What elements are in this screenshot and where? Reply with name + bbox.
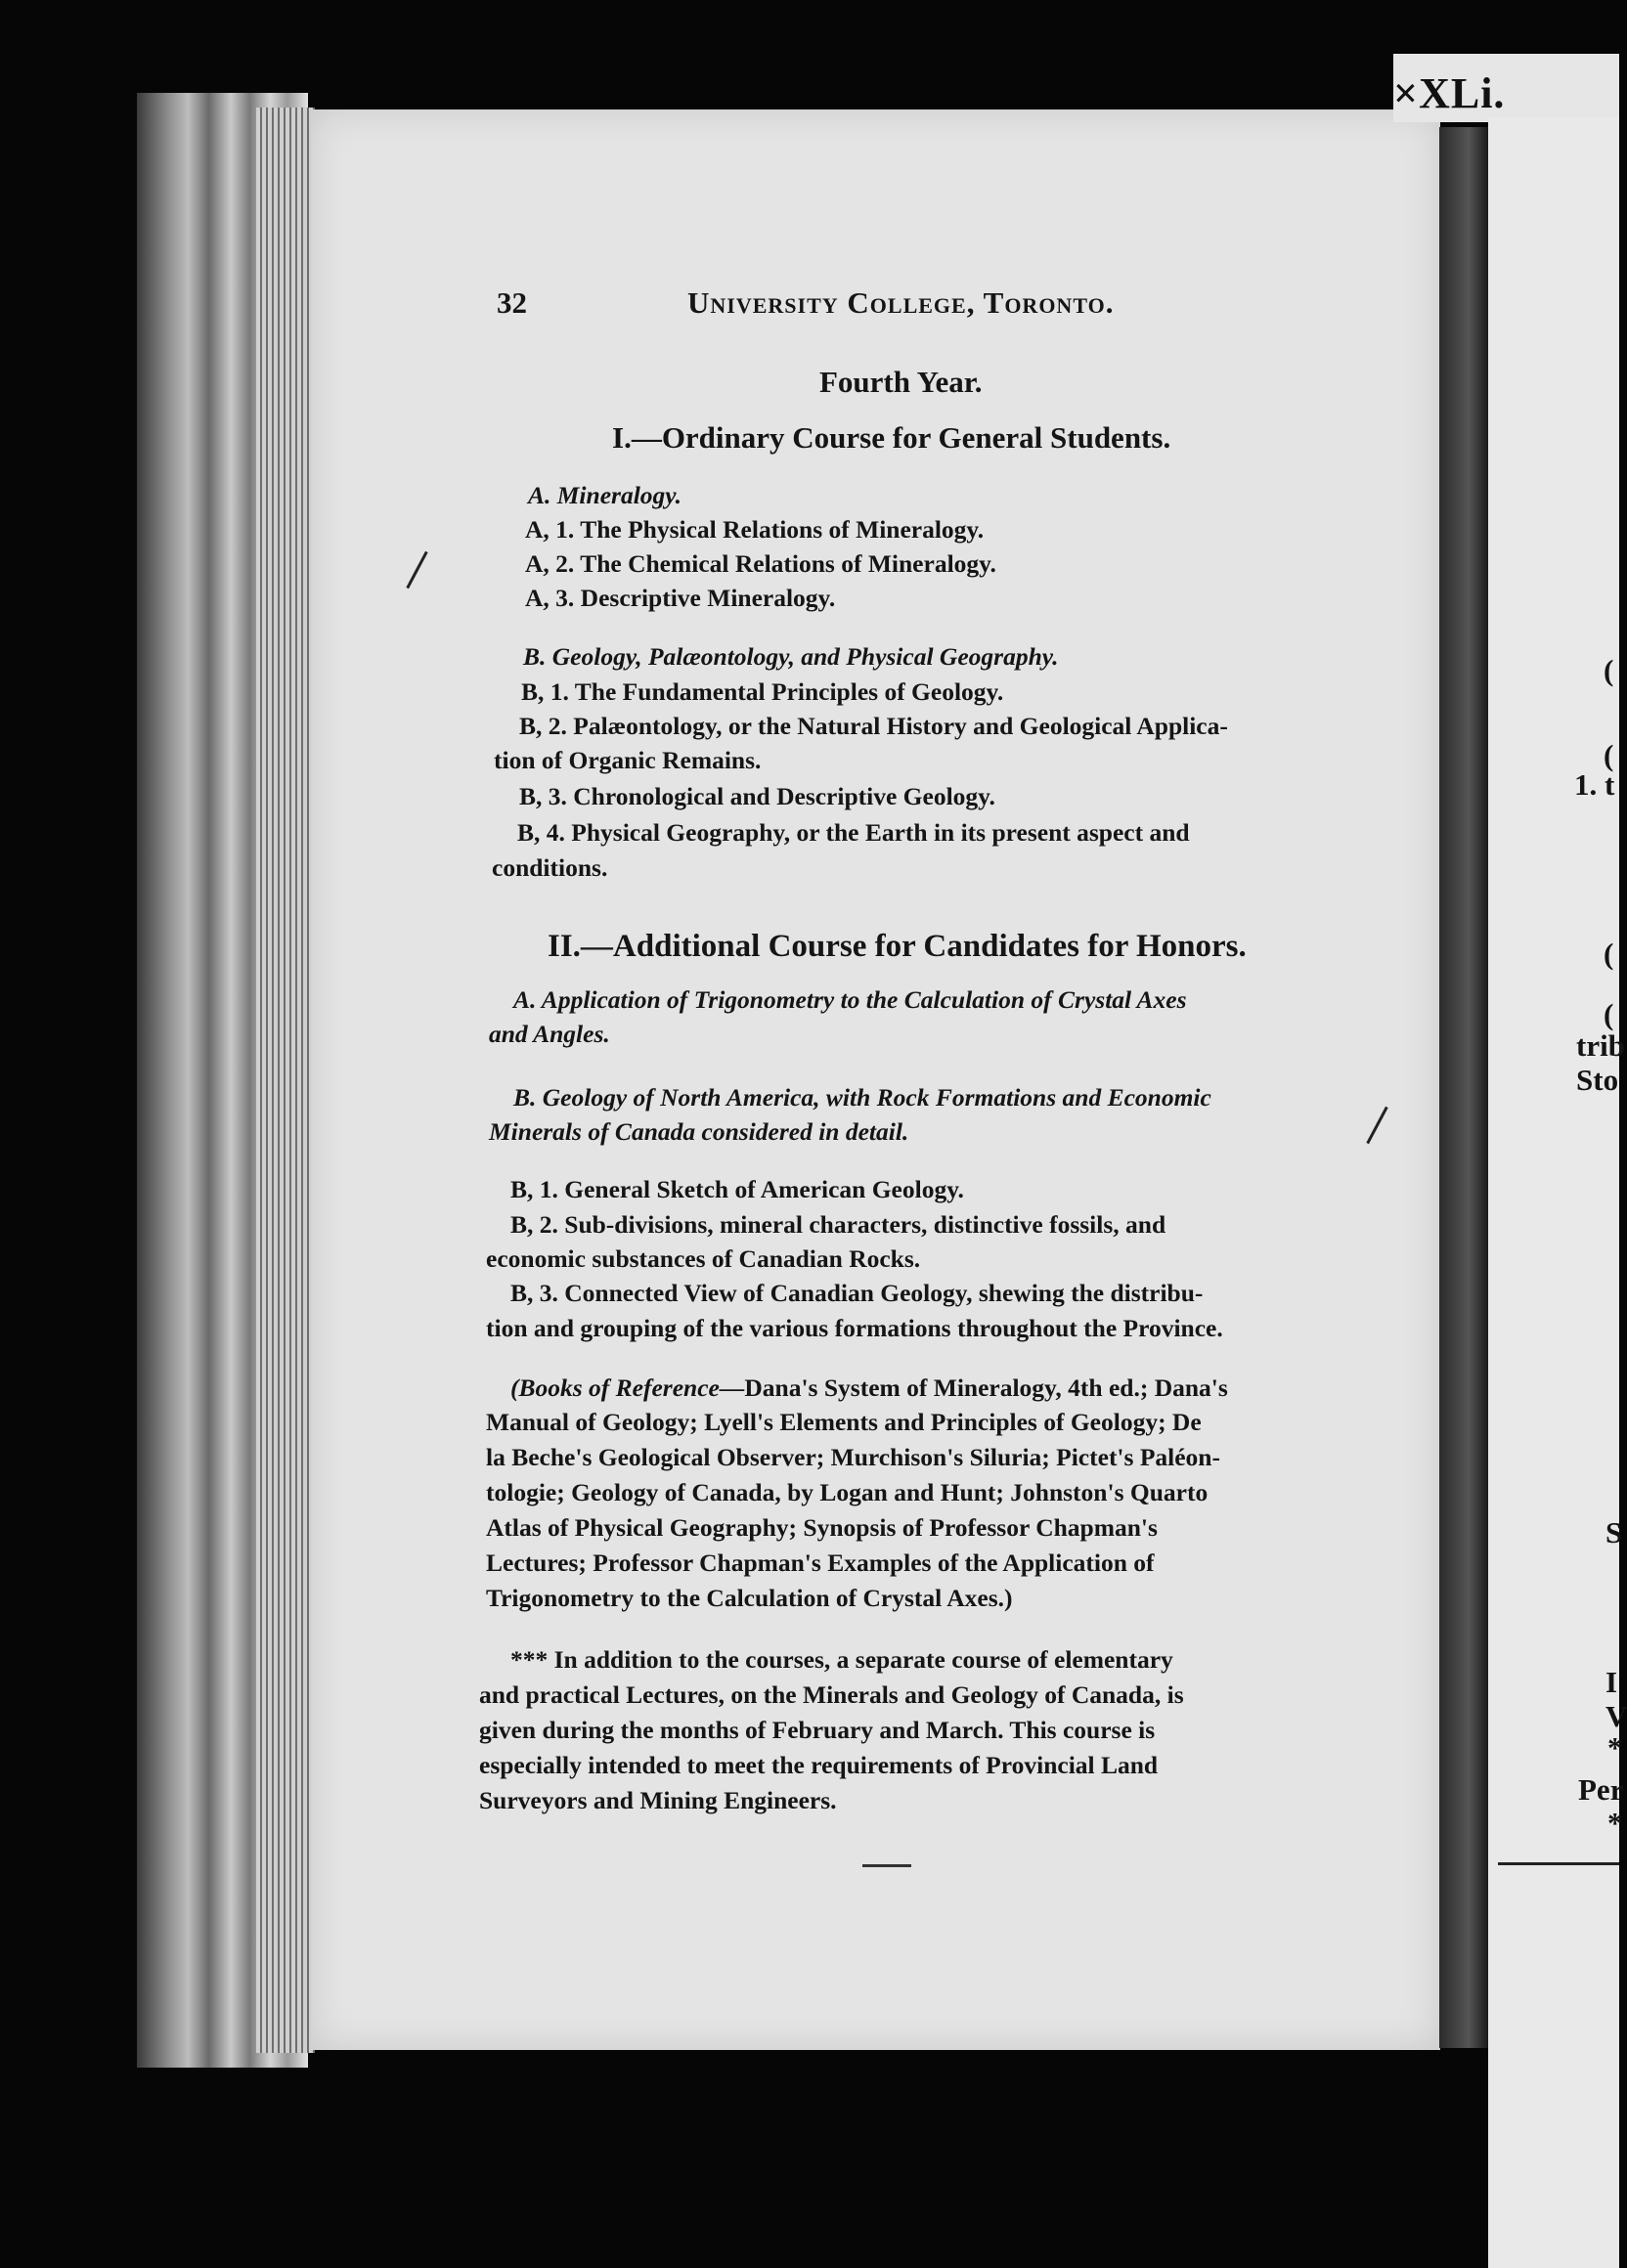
references-line: Atlas of Physical Geography; Synopsis of Professor Chapman's bbox=[486, 1513, 1158, 1542]
part-one-b-item: B, 2. Palæontology, or the Natural History and Geological Applica- bbox=[519, 712, 1228, 740]
references-line bbox=[510, 1374, 1228, 1403]
page-number: 32 bbox=[497, 285, 527, 320]
part-one-a-item: A, 1. The Physical Relations of Mineralogy. bbox=[525, 515, 985, 544]
references-line: Manual of Geology; Lyell's Elements and Principles of Geology; De bbox=[486, 1408, 1202, 1436]
part-one-a-item: A, 2. The Chemical Relations of Mineralogy. bbox=[525, 549, 996, 578]
note-line: especially intended to meet the requirements of Provincial Land bbox=[479, 1751, 1159, 1779]
part-two-b-title-cont: Minerals of Canada considered in detail. bbox=[489, 1117, 909, 1146]
neighbor-fragment: * bbox=[1607, 1806, 1623, 1840]
running-header: University College, Toronto. bbox=[687, 285, 1115, 320]
note-line: Surveyors and Mining Engineers. bbox=[479, 1786, 837, 1814]
neighbor-fragment: ( bbox=[1604, 738, 1614, 772]
end-rule bbox=[862, 1864, 911, 1867]
references-lead: (Books of Reference— bbox=[510, 1374, 745, 1402]
part-one-b-item: B, 4. Physical Geography, or the Earth in its present aspect and bbox=[517, 818, 1190, 847]
part-one-b-item: B, 3. Chronological and Descriptive Geology. bbox=[519, 782, 995, 810]
part-two-b-item: B, 2. Sub-divisions, mineral characters, distinctive fossils, and bbox=[510, 1210, 1166, 1239]
page-gutter-shadow bbox=[1439, 127, 1488, 2048]
references-line: la Beche's Geological Observer; Murchison's Siluria; Pictet's Paléon- bbox=[486, 1443, 1220, 1471]
neighbor-fragment: I bbox=[1605, 1665, 1618, 1699]
part-one-b-item-cont: tion of Organic Remains. bbox=[494, 746, 762, 774]
neighbor-rule bbox=[1498, 1862, 1619, 1865]
part-one-a-item: A, 3. Descriptive Mineralogy. bbox=[525, 584, 836, 612]
part-two-a-title-cont: and Angles. bbox=[489, 1020, 610, 1048]
neighbor-fragment: ( bbox=[1604, 997, 1614, 1031]
part-one-heading: I.—Ordinary Course for General Students. bbox=[612, 420, 1171, 455]
part-one-b-title: B. Geology, Palæontology, and Physical Geography. bbox=[523, 642, 1059, 671]
page-edges bbox=[256, 108, 315, 2053]
neighbor-fragment: V bbox=[1605, 1699, 1627, 1733]
part-one-a-title: A. Mineralogy. bbox=[528, 481, 682, 509]
neighbor-fragment: * bbox=[1607, 1730, 1623, 1765]
part-two-heading: II.—Additional Course for Candidates for Honors. bbox=[548, 929, 1247, 964]
references-text: Dana's System of Mineralogy, 4th ed.; Dana's bbox=[744, 1374, 1228, 1402]
part-two-b-title: B. Geology of North America, with Rock Formations and Economic bbox=[513, 1083, 1211, 1112]
part-one-b-item: B, 1. The Fundamental Principles of Geology. bbox=[521, 677, 1004, 706]
references-line: Lectures; Professor Chapman's Examples of the Application of bbox=[486, 1548, 1155, 1577]
references-line: Trigonometry to the Calculation of Crystal Axes.) bbox=[486, 1584, 1013, 1612]
part-two-b-item: B, 3. Connected View of Canadian Geology, shewing the distribu- bbox=[510, 1279, 1204, 1307]
note-line: and practical Lectures, on the Minerals and Geology of Canada, is bbox=[479, 1680, 1184, 1709]
references-line: tologie; Geology of Canada, by Logan and Hunt; Johnston's Quarto bbox=[486, 1478, 1209, 1506]
neighbor-fragment: ( bbox=[1604, 653, 1614, 687]
neighbor-fragment: Sto bbox=[1576, 1063, 1619, 1097]
neighbor-fragment: ( bbox=[1604, 937, 1614, 971]
part-two-a-title: A. Application of Trigonometry to the Calculation of Crystal Axes bbox=[513, 985, 1187, 1014]
part-two-b-item-cont: economic substances of Canadian Rocks. bbox=[486, 1244, 921, 1273]
part-two-b-item: B, 1. General Sketch of American Geology. bbox=[510, 1175, 964, 1203]
part-two-b-item-cont: tion and grouping of the various formations throughout the Province. bbox=[486, 1314, 1223, 1342]
neighbor-fragment: 1. t bbox=[1574, 767, 1615, 802]
corner-label: ×XLi. bbox=[1393, 69, 1506, 117]
neighbor-fragment: trib bbox=[1576, 1028, 1625, 1063]
neighbor-fragment: Per bbox=[1578, 1772, 1624, 1807]
note-line: given during the months of February and March. This course is bbox=[479, 1716, 1156, 1744]
note-line: *** In addition to the courses, a separate course of elementary bbox=[510, 1645, 1173, 1674]
neighbor-page-fragment bbox=[1488, 117, 1627, 2268]
neighbor-fragment: S bbox=[1605, 1515, 1623, 1549]
section-title: Fourth Year. bbox=[819, 365, 983, 399]
part-one-b-item-cont: conditions. bbox=[492, 853, 608, 882]
